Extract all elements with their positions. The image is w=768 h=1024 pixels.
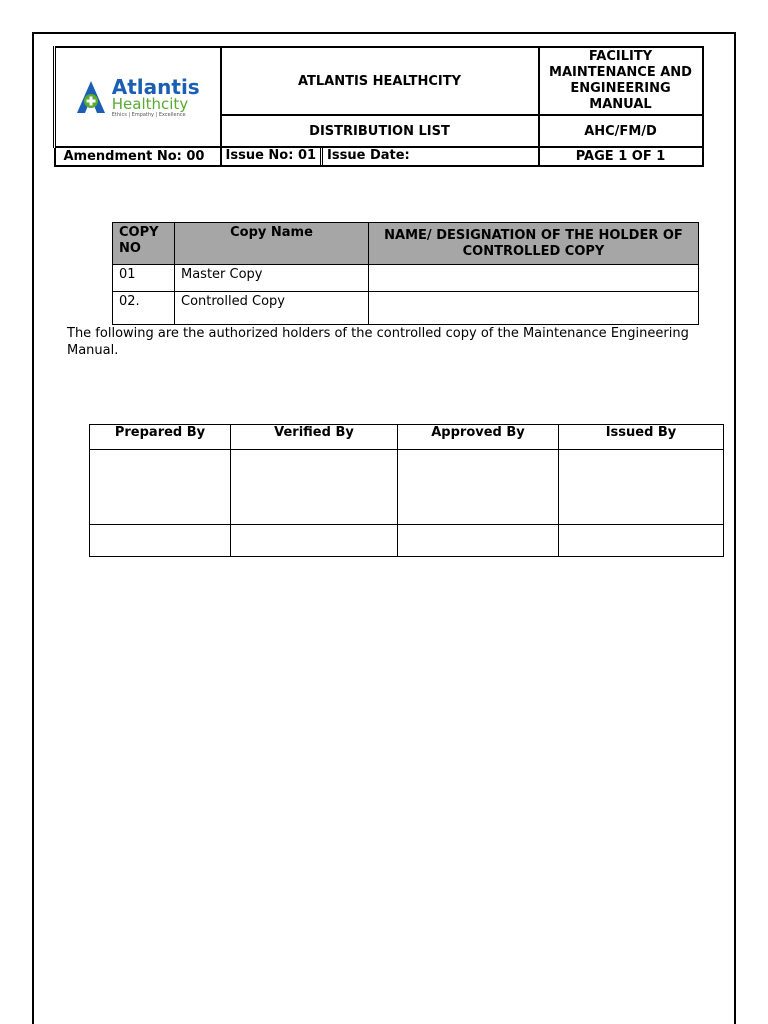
doc-code: AHC/FM/D xyxy=(539,115,703,147)
signature-table xyxy=(89,424,724,557)
name-row xyxy=(90,525,724,557)
issue-no: Issue No: 01 xyxy=(225,148,317,163)
logo-tagline: Ethics | Empathy | Excellence xyxy=(111,111,186,118)
note-paragraph: The following are the authorized holders of the controlled copy of the Maintenance Engineering Manual. xyxy=(67,326,689,358)
holder-cell xyxy=(369,265,699,292)
table-row xyxy=(113,292,699,325)
copy-table xyxy=(112,222,699,325)
verified-by-signature xyxy=(231,450,398,525)
issue-date: Issue Date: xyxy=(320,148,414,165)
prepared-by-signature xyxy=(90,450,231,525)
signature-row xyxy=(90,450,724,525)
verified-by-name xyxy=(231,525,398,557)
copy-name-cell: Master Copy xyxy=(175,265,369,292)
company-logo xyxy=(56,74,220,118)
issued-by-signature xyxy=(559,450,724,525)
company-name: ATLANTIS HEALTHCITY xyxy=(221,47,539,115)
approved-by-name xyxy=(398,525,559,557)
copy-no-cell: 02. xyxy=(113,292,175,325)
approved-by-signature xyxy=(398,450,559,525)
copy-name-cell: Controlled Copy xyxy=(175,292,369,325)
holder-cell xyxy=(369,292,699,325)
prepared-by-name xyxy=(90,525,231,557)
page-number: PAGE 1 OF 1 xyxy=(539,147,703,166)
verified-by-header: Verified By xyxy=(231,425,398,450)
issued-by-name xyxy=(559,525,724,557)
holder-header: NAME/ DESIGNATION OF THE HOLDER OF CONTROLLED COPY xyxy=(369,223,699,265)
logo-name: Atlantis xyxy=(111,74,200,99)
approved-by-header: Approved By xyxy=(398,425,559,450)
doc-title: DISTRIBUTION LIST xyxy=(221,115,539,147)
manual-title: FACILITY MAINTENANCE AND ENGINEERING MANUAL xyxy=(539,47,703,115)
issued-by-header: Issued By xyxy=(559,425,724,450)
prepared-by-header: Prepared By xyxy=(90,425,231,450)
copy-name-header: Copy Name xyxy=(175,223,369,265)
logo-sub: Healthcity xyxy=(111,94,189,113)
logo-cell xyxy=(55,47,221,147)
copy-no-header: COPY NO xyxy=(113,223,175,265)
amendment-no: Amendment No: 00 xyxy=(55,147,221,166)
document-header xyxy=(53,46,704,167)
logo-a-icon xyxy=(76,80,106,114)
table-row xyxy=(113,265,699,292)
copy-no-cell: 01 xyxy=(113,265,175,292)
